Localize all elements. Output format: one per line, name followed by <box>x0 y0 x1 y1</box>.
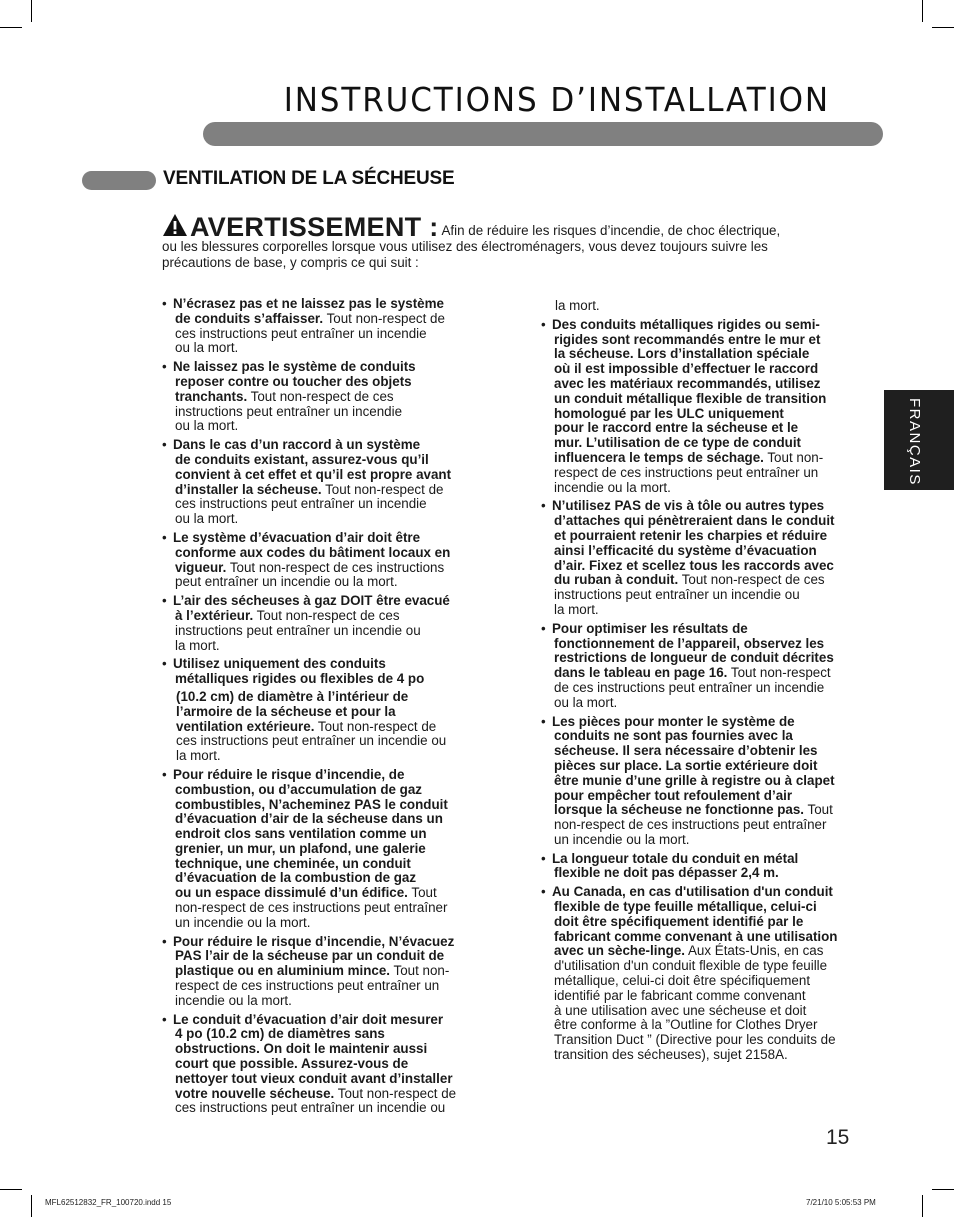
text-line: Pour optimiser les résultats de <box>552 620 748 636</box>
section-marker <box>82 171 156 190</box>
text-line: la mort. <box>555 298 600 313</box>
text-line: Tout non-respect <box>727 665 831 681</box>
bullet: • <box>162 933 167 949</box>
text-line: court que possible. Assurez-vous de <box>175 1056 409 1072</box>
text-line: Les pièces pour monter le système de <box>552 713 795 729</box>
text-line: d'utilisation d'un conduit flexible de type feuille <box>554 958 828 974</box>
section-title: VENTILATION DE LA SÉCHEUSE <box>163 168 455 189</box>
text-line: ou la mort. <box>554 694 618 710</box>
title-underline-bar <box>203 122 883 146</box>
crop-mark <box>922 0 923 22</box>
text-line: Tout non-respect de ces <box>253 607 400 623</box>
bullet: • <box>541 884 546 900</box>
text-line: non-respect de ces instructions peut entraîner <box>554 817 827 833</box>
text-line: combustion, ou d’accumulation de gaz <box>175 781 423 797</box>
text-line: conduits ne sont pas fournies avec la <box>554 728 793 744</box>
text-line: homologué par les ULC uniquement <box>554 405 784 421</box>
text-line: ou la mort. <box>175 340 239 356</box>
text-line: un conduit métallique flexible de transition <box>554 390 827 406</box>
text-line: flexible de type feuille métallique, celui-ci <box>554 899 817 915</box>
page-title: INSTRUCTIONS D’INSTALLATION <box>283 80 830 119</box>
text-line: la mort. <box>175 637 220 653</box>
text-line: à une utilisation avec une sécheuse et doit <box>554 1002 807 1018</box>
text-line: ces instructions peut entraîner un incendie <box>175 496 427 512</box>
text-line: pour empêcher tout refoulement d’air <box>554 787 793 803</box>
text-line: influencera le temps de séchage. <box>554 449 764 465</box>
text-line: Ne laissez pas le système de conduits <box>173 359 416 375</box>
list-item <box>541 622 871 711</box>
text-line: vigueur. <box>175 559 227 575</box>
text-line: incendie ou la mort. <box>554 479 671 495</box>
text-line: Tout non- <box>390 963 450 979</box>
text-line: Tout non- <box>763 449 824 465</box>
warning-first-line <box>162 212 862 242</box>
bullet: • <box>162 296 167 311</box>
left-column <box>162 297 492 1120</box>
text-line: la mort. <box>554 601 599 617</box>
text-line: du ruban à conduit. <box>554 572 679 588</box>
bullet: • <box>162 593 167 609</box>
text-line: Tout <box>804 802 833 818</box>
bullet: • <box>541 850 546 866</box>
bullet: • <box>162 529 167 545</box>
text-line: Utilisez uniquement des conduits <box>173 656 386 672</box>
text-line: ces instructions peut entraîner un incendie ou <box>176 733 447 749</box>
list-item <box>162 594 492 653</box>
text-line: un incendie ou la mort. <box>175 914 311 930</box>
text-line: ainsi l’efficacité du système d’évacuation <box>554 542 817 558</box>
text-line: de ces instructions peut entraîner un incendie <box>554 679 825 695</box>
text-line: instructions peut entraîner un incendie <box>175 403 403 419</box>
warning-block <box>162 213 862 271</box>
list-item <box>162 297 492 356</box>
bullet: • <box>162 359 167 375</box>
language-tab <box>884 390 954 490</box>
crop-mark <box>31 1195 32 1217</box>
text-line: lorsque la sécheuse ne fonctionne pas. <box>554 802 805 818</box>
list-item <box>541 318 871 496</box>
text-line: Tout non-respect de ces <box>247 388 394 404</box>
text-line: Tout non-respect de <box>323 310 445 326</box>
text-line: d’air. Fixez et scellez tous les raccords avec <box>554 557 834 573</box>
list-item-continuation <box>541 299 871 314</box>
crop-mark <box>31 0 32 22</box>
warning-heading: AVERTISSEMENT : <box>190 212 439 242</box>
text-line: obstructions. On doit le maintenir aussi <box>175 1041 428 1057</box>
crop-mark <box>932 27 954 28</box>
list-item <box>541 852 871 882</box>
text-line: L’air des sécheuses à gaz DOIT être evacué <box>173 593 450 609</box>
text-line: fonctionnement de l’appareil, observez les <box>554 635 825 651</box>
warning-text: précautions de base, y compris ce qui suit : <box>162 255 419 270</box>
text-line: tranchants. <box>175 388 248 404</box>
text-line: métallique, celui-ci doit être spécifiquement <box>554 973 811 989</box>
text-line: votre nouvelle sécheuse. <box>175 1085 335 1101</box>
text-line: avec un sèche-linge. <box>554 943 685 959</box>
text-line: Pour réduire le risque d’incendie, de <box>173 766 405 782</box>
text-line: technique, une cheminée, un conduit <box>175 855 411 871</box>
language-tab-label: FRANÇAIS <box>906 398 923 486</box>
text-line: Tout non-respect de ces instructions <box>226 559 445 575</box>
bullet: • <box>541 498 546 514</box>
bullet: • <box>541 713 546 729</box>
crop-mark <box>0 1189 22 1190</box>
text-line: N’utilisez PAS de vis à tôle ou autres types <box>552 498 825 514</box>
text-line: Des conduits métalliques rigides ou semi- <box>552 316 820 332</box>
text-line: PAS l’air de la sécheuse par un conduit de <box>175 948 445 964</box>
text-line: plastique ou en aluminium mince. <box>175 963 391 979</box>
list-item <box>162 360 492 434</box>
list-item <box>541 715 871 848</box>
text-line: ou un espace dissimulé d’un édifice. <box>175 885 408 901</box>
bullet: • <box>541 316 546 332</box>
text-line: non-respect de ces instructions peut entraîner <box>175 900 448 916</box>
text-line: Transition Duct ” (Directive pour les conduits de <box>554 1032 836 1048</box>
text-line: Au Canada, en cas d'utilisation d'un conduit <box>552 884 833 900</box>
text-line: fabricant comme convenant à une utilisation <box>554 928 838 944</box>
text-line: (10.2 cm) de diamètre à l’intérieur de <box>176 688 409 704</box>
list-item <box>162 935 492 1009</box>
text-line: rigides sont recommandés entre le mur et <box>554 331 821 347</box>
list-item <box>541 499 871 617</box>
text-line: dans le tableau en page 16. <box>554 665 728 681</box>
list-item <box>541 885 871 1063</box>
text-line: Tout non-respect de <box>334 1085 457 1101</box>
text-line: d’attaches qui pénètreraient dans le conduit <box>554 513 835 529</box>
text-line: pièces sur place. La sortie extérieure doit <box>554 757 818 773</box>
list-item <box>162 1013 492 1117</box>
warning-text: ou les blessures corporelles lorsque vous utilisez des électroménagers, vous devez toujours suivre les <box>162 239 768 254</box>
text-line: ou la mort. <box>175 418 239 434</box>
text-line: flexible ne doit pas dépasser 2,4 m. <box>554 865 779 881</box>
text-line: être conforme à la ”Outline for Clothes Dryer <box>554 1017 818 1033</box>
crop-mark <box>932 1189 954 1190</box>
text-line: restrictions de longueur de conduit décrites <box>554 650 834 666</box>
text-line: pour le raccord entre la sécheuse et le <box>554 420 799 436</box>
crop-mark <box>0 27 22 28</box>
list-item <box>162 531 492 590</box>
list-item <box>162 438 492 527</box>
text-line: peut entraîner un incendie ou la mort. <box>175 574 398 590</box>
text-line: endroit clos sans ventilation comme un <box>175 826 427 842</box>
text-line: doit être spécifiquement identifié par le <box>554 913 804 929</box>
text-line: reposer contre ou toucher des objets <box>175 373 412 389</box>
text-line: Pour réduire le risque d’incendie, N’évacuez <box>173 933 455 949</box>
text-line: sécheuse. Il sera nécessaire d’obtenir les <box>554 743 818 759</box>
text-line: convient à cet effet et qu’il est propre avant <box>175 466 452 482</box>
text-line: à l’extérieur. <box>175 607 254 623</box>
bullet: • <box>541 620 546 636</box>
text-line: ces instructions peut entraîner un incendie ou <box>175 1100 446 1116</box>
text-line: N’écrasez pas et ne laissez pas le système <box>173 296 444 311</box>
list-item <box>162 657 492 687</box>
text-line: un incendie ou la mort. <box>554 831 690 847</box>
text-line: d’installer la sécheuse. <box>175 481 322 497</box>
warning-text: Afin de réduire les risques d’incendie, de choc électrique, <box>441 223 781 238</box>
text-line: transition des sécheuses), sujet 2158A. <box>554 1047 788 1063</box>
text-line: avec les matériaux recommandés, utilisez <box>554 375 821 391</box>
bullet: • <box>162 656 167 672</box>
text-line: et pourraient retenir les charpies et réduire <box>554 527 828 543</box>
text-line: identifié par le fabricant comme convenant <box>554 987 806 1003</box>
text-line: respect de ces instructions peut entraîner un <box>175 978 440 994</box>
text-line: la mort. <box>176 748 221 764</box>
text-line: ventilation extérieure. <box>176 718 315 734</box>
text-line: d’évacuation d’air de la sécheuse dans un <box>175 811 443 827</box>
footer-timestamp: 7/21/10 5:05:53 PM <box>806 1198 876 1207</box>
text-line: Dans le cas d’un raccord à un système <box>173 437 421 453</box>
list-item-continuation <box>162 690 492 764</box>
text-line: la sécheuse. Lors d’installation spéciale <box>554 346 810 362</box>
right-column <box>541 299 871 1067</box>
text-line: Tout non-respect de <box>321 481 444 497</box>
text-line: combustibles, N’acheminez PAS le conduit <box>175 796 448 812</box>
text-line: Tout non-respect de <box>314 718 437 734</box>
text-line: La longueur totale du conduit en métal <box>552 850 799 866</box>
list-item <box>162 768 492 931</box>
text-line: de conduits s’affaisser. <box>175 310 324 326</box>
text-line: où il est impossible d’effectuer le raccord <box>554 361 819 377</box>
warning-triangle-icon <box>162 213 188 237</box>
bullet: • <box>162 437 167 453</box>
text-line: de conduits existant, assurez-vous qu’il <box>175 451 429 467</box>
text-line: ou la mort. <box>175 511 239 527</box>
bullet: • <box>162 1011 167 1027</box>
text-line: d’évacuation de la combustion de gaz <box>175 870 417 886</box>
page-number: 15 <box>826 1126 850 1149</box>
text-line: l’armoire de la sécheuse et pour la <box>176 703 396 719</box>
text-line: Tout <box>407 885 437 901</box>
text-line: Tout non-respect de ces <box>678 572 825 588</box>
bullet: • <box>162 766 167 782</box>
crop-mark <box>922 1195 923 1217</box>
text-line: 4 po (10.2 cm) de diamètres sans <box>175 1026 385 1042</box>
text-line: métalliques rigides ou flexibles de 4 po <box>175 671 425 687</box>
text-line: Le conduit d’évacuation d’air doit mesurer <box>173 1011 444 1027</box>
text-line: grenier, un mur, un plafond, une galerie <box>175 840 426 856</box>
text-line: incendie ou la mort. <box>175 992 292 1008</box>
text-line: mur. L’utilisation de ce type de conduit <box>554 435 802 451</box>
text-line: conforme aux codes du bâtiment locaux en <box>175 544 451 560</box>
text-line: instructions peut entraîner un incendie ou <box>554 587 800 603</box>
footer-filename: MFL62512832_FR_100720.indd 15 <box>45 1198 172 1207</box>
text-line: Aux États-Unis, en cas <box>684 943 824 959</box>
text-line: instructions peut entraîner un incendie ou <box>175 622 421 638</box>
text-line: ces instructions peut entraîner un incendie <box>175 325 427 341</box>
text-line: nettoyer tout vieux conduit avant d’installer <box>175 1070 453 1086</box>
text-line: Le système d’évacuation d’air doit être <box>173 529 421 545</box>
text-line: respect de ces instructions peut entraîner un <box>554 464 819 480</box>
text-line: être munie d’une grille à registre ou à clapet <box>554 772 835 788</box>
